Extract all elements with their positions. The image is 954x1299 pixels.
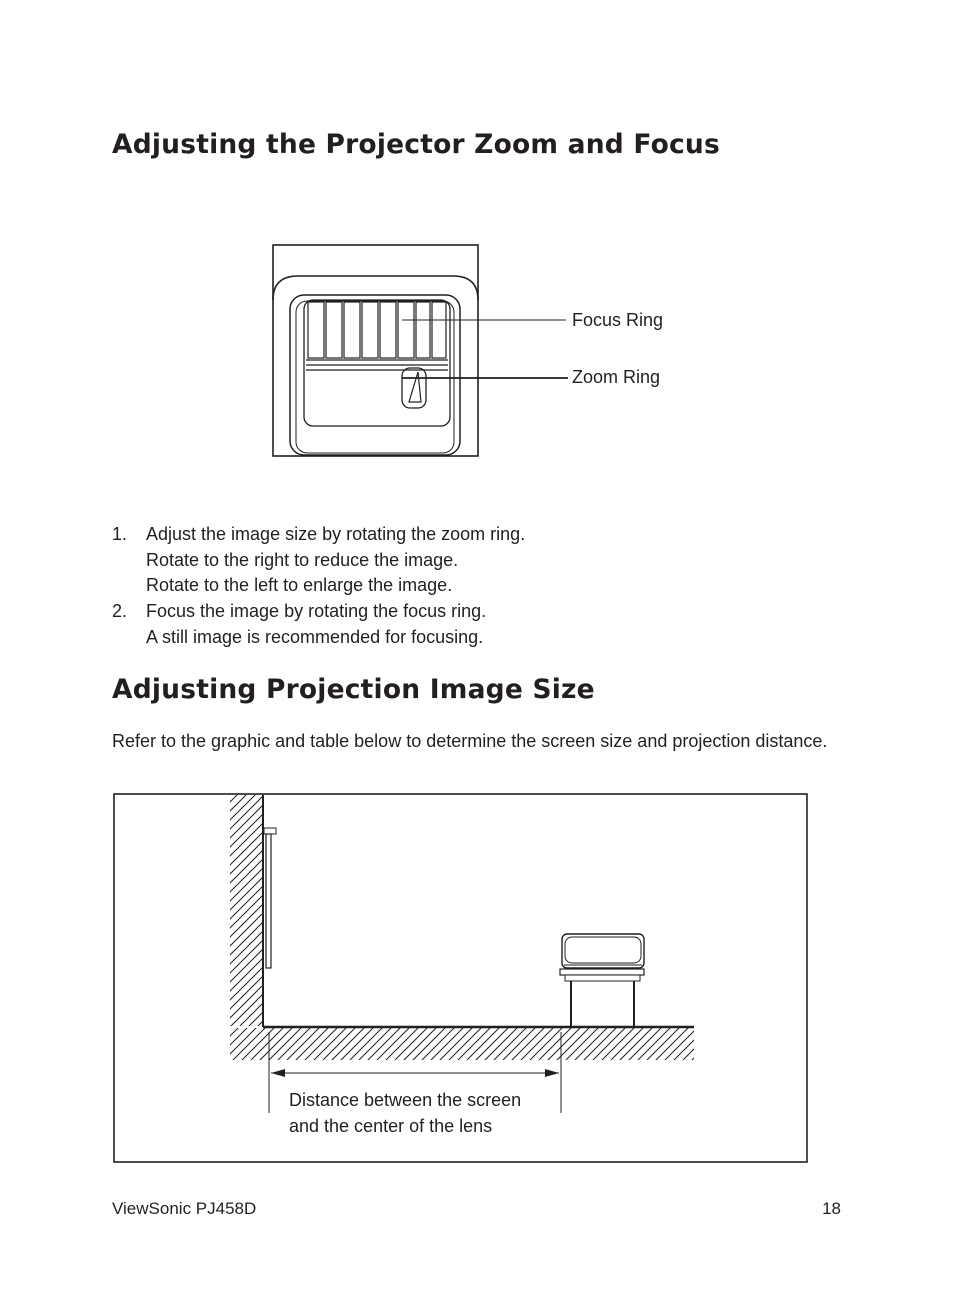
zoom-ring-label: Zoom Ring — [572, 367, 661, 387]
lens-diagram — [272, 244, 692, 458]
section-title-image-size: Adjusting Projection Image Size — [112, 674, 595, 705]
step-number: 2. — [112, 601, 128, 622]
step-number: 1. — [112, 524, 128, 544]
distance-label-line-2: and the center of the lens — [289, 1116, 493, 1136]
wall-hatch — [230, 795, 263, 1026]
projector — [562, 934, 644, 968]
section-title-zoom-focus: Adjusting the Projector Zoom and Focus — [112, 129, 720, 160]
focus-ring-label: Focus Ring — [572, 310, 664, 330]
step-item — [112, 599, 525, 650]
footer-page-number: 18 — [822, 1199, 841, 1218]
steps-list — [112, 522, 525, 651]
projection-screen — [266, 834, 271, 968]
floor-hatch — [230, 1028, 694, 1060]
step-item — [112, 522, 525, 599]
step-line: Adjust the image size by rotating the zoom ring. — [146, 524, 526, 544]
intro-paragraph: Refer to the graphic and table below to determine the screen size and projection distance. — [112, 731, 828, 751]
distance-label-line-1: Distance between the screen — [289, 1090, 522, 1110]
footer-model: ViewSonic PJ458D — [112, 1199, 257, 1218]
step-line: Focus the image by rotating the focus ring. — [146, 601, 487, 622]
projection-distance-diagram — [113, 793, 809, 1165]
step-line: Rotate to the right to reduce the image. — [146, 549, 459, 570]
step-line: Rotate to the left to enlarge the image. — [146, 575, 453, 596]
step-line: A still image is recommended for focusing. — [146, 626, 484, 647]
